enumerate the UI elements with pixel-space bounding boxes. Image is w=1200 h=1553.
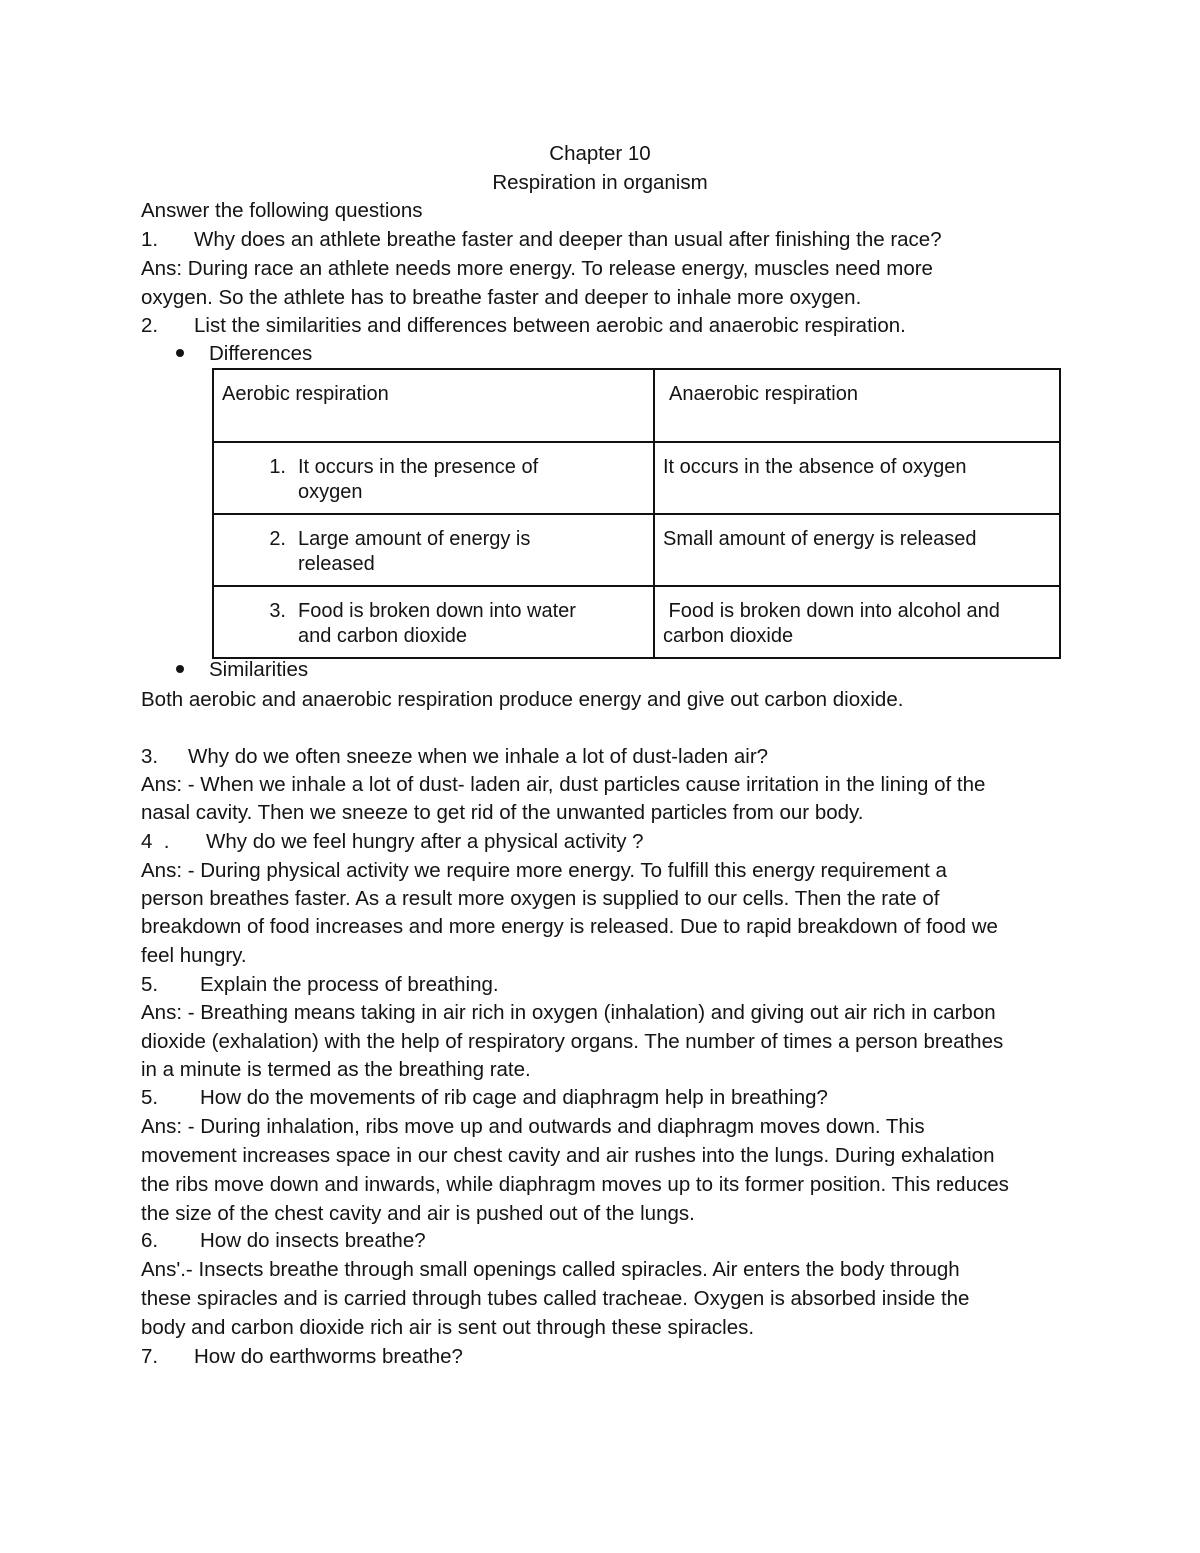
anaerobic-text-line-1: Small amount of energy is released [663,528,977,550]
answer-1-line-2: oxygen. So the athlete has to breathe faster and deeper to inhale more oxygen. [141,286,862,309]
question-1-text: Why does an athlete breathe faster and deeper than usual after finishing the race? [194,228,942,251]
page-title: Respiration in organism [492,171,708,194]
list-item [222,455,645,505]
answer-5-line-1: Ans: - Breathing means taking in air rich in oxygen (inhalation) and giving out air rich in carbon [141,1001,996,1024]
similarities-label: Similarities [209,658,309,681]
differences-bullet [176,340,312,369]
table-row [213,586,1060,658]
answer-5-line-3: in a minute is termed as the breathing rate. [141,1058,531,1081]
similarities-text: Both aerobic and anaerobic respiration produce energy and give out carbon dioxide. [141,688,904,711]
answer-6-line-1: Ans'.- Insects breathe through small openings called spiracles. Air enters the body through [141,1258,960,1281]
question-5-text: Explain the process of breathing. [200,973,499,996]
question-2-text: List the similarities and differences between aerobic and anaerobic respiration. [194,314,906,337]
question-7 [141,1343,1066,1372]
table-row [213,442,1060,514]
question-1 [141,226,1066,255]
question-6-number: 6. [141,1229,159,1252]
table-header-anaerobic: Anaerobic respiration [654,369,1060,442]
question-7-number: 7. [141,1345,159,1368]
anaerobic-text-line-1: It occurs in the absence of oxygen [663,456,967,478]
answer-3-line-1: Ans: - When we inhale a lot of dust- laden air, dust particles cause irritation in the lining of the [141,773,986,796]
aerobic-text-line-1: It occurs in the presence of [298,456,539,478]
question-4 [141,828,1066,857]
list-item-number: 2. [269,528,286,550]
similarities-bullet [176,656,308,685]
question-1-number: 1. [141,228,159,251]
aerobic-text-line-2: released [298,553,375,575]
answer-4-line-4: feel hungry. [141,944,247,967]
question-3 [141,743,1066,772]
question-7-text: How do earthworms breathe? [194,1345,463,1368]
intro-text: Answer the following questions [141,199,423,222]
answer-3-line-2: nasal cavity. Then we sneeze to get rid of the unwanted particles from our body. [141,801,864,824]
answer-4-line-2: person breathes faster. As a result more oxygen is supplied to our cells. Then the rate of [141,887,940,910]
question-2 [141,312,1066,341]
anaerobic-text-line-1: Food is broken down into alcohol and [663,600,1000,622]
answer-5b-line-3: the ribs move down and inwards, while diaphragm moves up to its former position. This reduces [141,1173,1009,1196]
question-5 [141,971,1066,1000]
answer-6-line-2: these spiracles and is carried through tubes called tracheae. Oxygen is absorbed inside the [141,1287,970,1310]
question-3-number: 3. [141,745,159,768]
list-item [222,527,645,577]
comparison-table [212,368,1061,659]
aerobic-text-line-1: Food is broken down into water [298,600,576,622]
question-5b-text: How do the movements of rib cage and diaphragm help in breathing? [200,1086,828,1109]
list-item-number: 1. [269,456,286,478]
chapter-heading: Chapter 10 [549,142,651,165]
aerobic-text-line-2: and carbon dioxide [298,625,468,647]
answer-4-line-3: breakdown of food increases and more energy is released. Due to rapid breakdown of food we [141,915,998,938]
answer-5-line-2: dioxide (exhalation) with the help of respiratory organs. The number of times a person breathes [141,1030,1004,1053]
list-item [222,599,645,649]
table-header-row [213,369,1060,442]
answer-4-line-1: Ans: - During physical activity we require more energy. To fulfill this energy requirement a [141,859,947,882]
question-4-text: Why do we feel hungry after a physical activity ? [206,830,644,853]
question-6-text: How do insects breathe? [200,1229,426,1252]
list-item-number: 3. [269,600,286,622]
answer-6-line-3: body and carbon dioxide rich air is sent out through these spiracles. [141,1316,755,1339]
question-2-number: 2. [141,314,159,337]
question-6 [141,1227,1066,1256]
answer-5b-line-2: movement increases space in our chest cavity and air rushes into the lungs. During exhalation [141,1144,995,1167]
question-5b [141,1084,1066,1113]
table-row [213,514,1060,586]
aerobic-text-line-1: Large amount of energy is [298,528,531,550]
question-5-number: 5. [141,973,159,996]
question-3-text: Why do we often sneeze when we inhale a lot of dust-laden air? [188,745,769,768]
question-5b-number: 5. [141,1086,159,1109]
differences-label: Differences [209,342,313,365]
bullet-icon [176,665,184,673]
table-header-aerobic: Aerobic respiration [213,369,654,442]
answer-1-line-1: Ans: During race an athlete needs more energy. To release energy, muscles need more [141,257,933,280]
question-4-number: 4 . [141,830,170,853]
aerobic-text-line-2: oxygen [298,481,363,503]
bullet-icon [176,349,184,357]
answer-5b-line-4: the size of the chest cavity and air is pushed out of the lungs. [141,1202,695,1225]
anaerobic-text-line-2: carbon dioxide [663,625,794,647]
answer-5b-line-1: Ans: - During inhalation, ribs move up and outwards and diaphragm moves down. This [141,1115,925,1138]
